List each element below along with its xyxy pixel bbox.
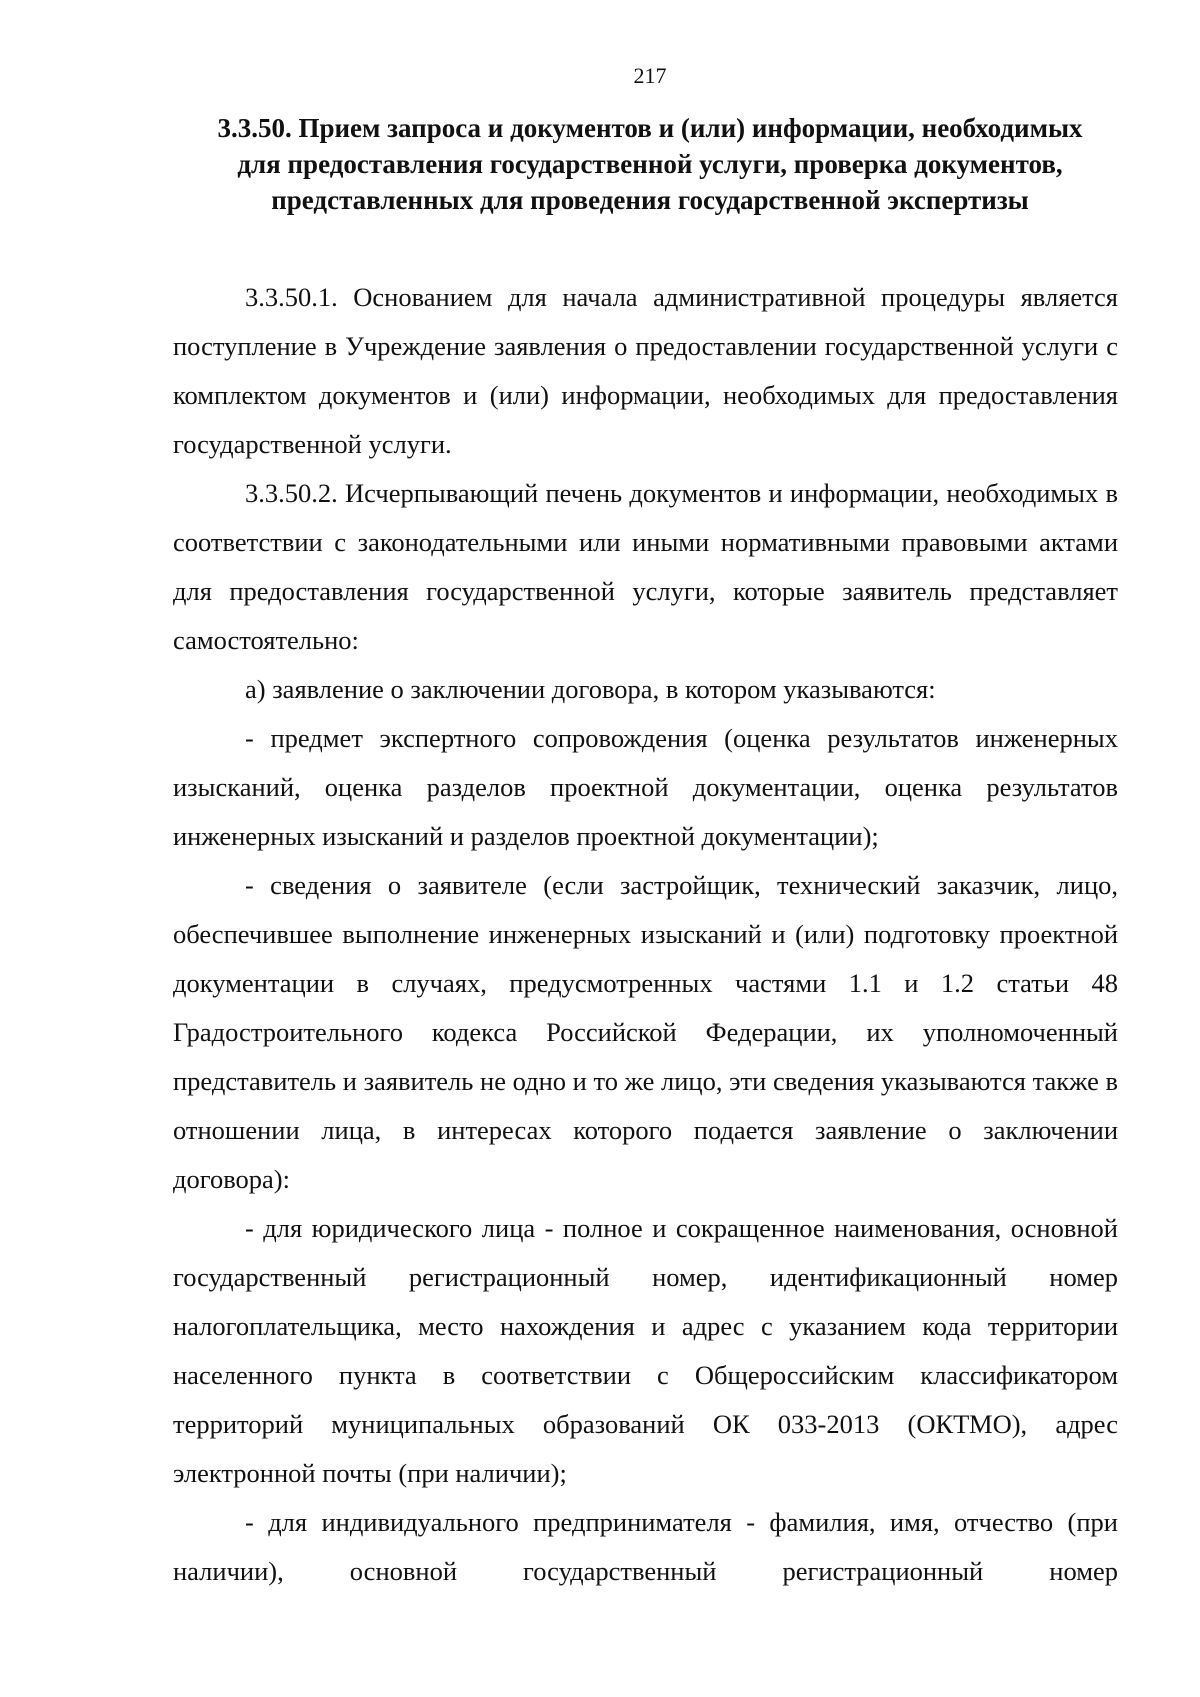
section-heading: 3.3.50. Прием запроса и документов и (или) информации, необходимых для предоставления государственной услуги, проверка документов, представленных для проведения государственной экспертизы: [217, 113, 1083, 215]
paragraph-subject: - предмет экспертного сопровождения (оценка результатов инженерных изысканий, оценка разделов проектной документации, оценка результатов инженерных изысканий и разделов проектной документации);: [173, 723, 1118, 851]
paragraph-applicant-info: - сведения о заявителе (если застройщик, технический заказчик, лицо, обеспечившее выполнение инженерных изысканий и (или) подготовку проектной документации в случаях, предусмотренных частями 1.1 и 1.2 статьи 48 Градостроительного кодекса Российской Федерации, их уполномоченный представитель и заявитель не одно и то же лицо, эти сведения указываются также в отношении лица, в интересах которого подается заявление о заключении договора):: [173, 870, 1118, 1194]
paragraph-item-a: а) заявление о заключении договора, в котором указываются:: [245, 674, 936, 704]
paragraph-individual-entrepreneur: - для индивидуального предпринимателя - фамилия, имя, отчество (при наличии), основной государственный регистрационный номер: [173, 1507, 1118, 1586]
page-number: 217: [633, 63, 667, 88]
paragraph-3-3-50-2: 3.3.50.2. Исчерпывающий печень документов и информации, необходимых в соответствии с законодательными или иными нормативными правовыми актами для предоставления государственной услуги, которые заявитель представляет самостоятельно:: [173, 478, 1118, 655]
document-body: [173, 273, 1118, 1596]
paragraph-legal-entity: - для юридического лица - полное и сокращенное наименования, основной государственный регистрационный номер, идентификационный номер налогоплательщика, место нахождения и адрес с указанием кода территории населенного пункта в соответствии с Общероссийским классификатором территорий муниципальных образований ОК 033-2013 (ОКТМО), адрес электронной почты (при наличии);: [173, 1213, 1118, 1488]
paragraph-3-3-50-1: 3.3.50.1. Основанием для начала административной процедуры является поступление в Учреждение заявления о предоставлении государственной услуги с комплектом документов и (или) информации, необходимых для предоставления государственной услуги.: [173, 282, 1118, 459]
